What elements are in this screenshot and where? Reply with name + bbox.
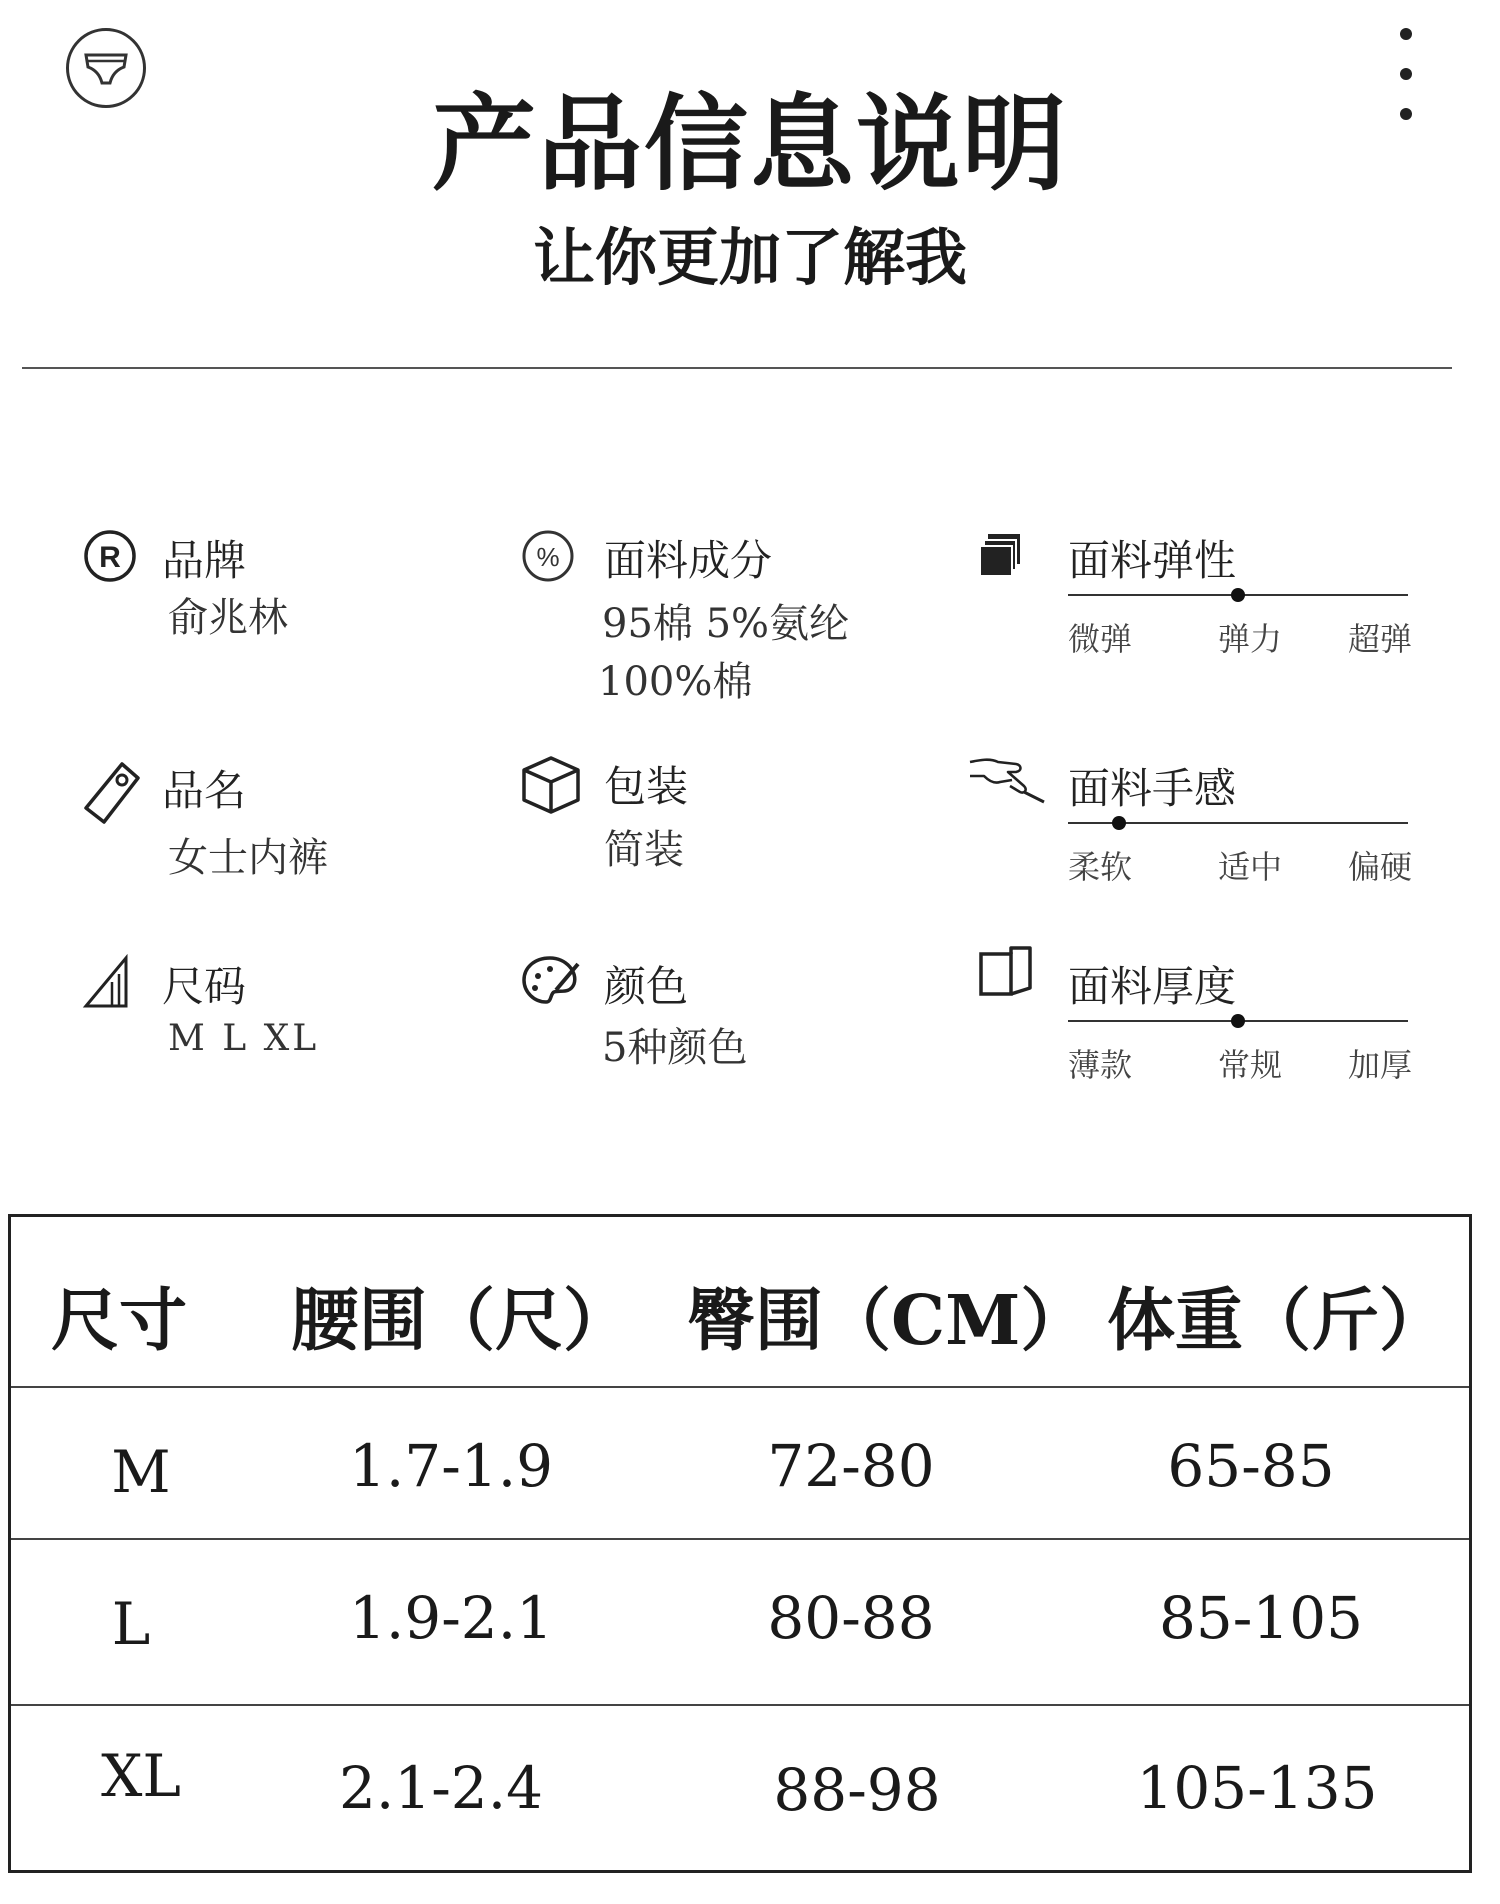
thickness-icon (978, 944, 1038, 1004)
table-row (11, 1704, 1469, 1872)
hand-feel-tick-low: 柔软 (1068, 848, 1133, 886)
cell-hip: 80-88 (767, 1584, 935, 1652)
thickness-tick-low: 薄款 (1068, 1046, 1133, 1084)
fabric-value-1: 95棉 5%氨纶 (602, 601, 850, 647)
brand-label: 品牌 (162, 536, 247, 585)
thickness-marker (1231, 1014, 1245, 1028)
table-row (11, 1386, 1469, 1538)
palette-icon (520, 954, 580, 1014)
price-tag-icon (82, 758, 142, 818)
svg-text:R: R (99, 541, 121, 574)
ruler-icon (82, 954, 142, 1014)
elasticity-tick-high: 超弹 (1348, 620, 1413, 658)
brand-value: 俞兆林 (168, 595, 288, 641)
thickness-label: 面料厚度 (1068, 962, 1237, 1011)
elasticity-label: 面料弹性 (1068, 536, 1237, 585)
header-size: 尺寸 (51, 1281, 188, 1361)
header-hip: 臀围（CM） (687, 1281, 1089, 1361)
color-value: 5种颜色 (602, 1025, 748, 1071)
elasticity-tick-mid: 弹力 (1218, 620, 1283, 658)
color-label: 颜色 (604, 962, 689, 1011)
cell-size: L (111, 1590, 151, 1658)
cell-weight: 65-85 (1167, 1432, 1335, 1500)
package-value: 简装 (604, 827, 684, 873)
size-value: M L XL (168, 1018, 320, 1059)
size-label: 尺码 (162, 962, 247, 1011)
divider (22, 367, 1452, 369)
cell-size: M (111, 1438, 171, 1506)
page-subtitle: 让你更加了解我 (532, 221, 967, 294)
thickness-tick-mid: 常规 (1218, 1046, 1283, 1084)
percent-icon (520, 528, 580, 588)
elasticity-marker (1231, 588, 1245, 602)
cell-waist: 1.9-2.1 (348, 1584, 554, 1652)
elasticity-tick-low: 微弹 (1068, 620, 1133, 658)
header-weight: 体重（斤） (1107, 1281, 1448, 1361)
name-label: 品名 (162, 766, 247, 815)
page-title: 产品信息说明 (431, 82, 1068, 205)
cell-size: XL (101, 1742, 181, 1810)
header-waist: 腰围（尺） (291, 1281, 632, 1361)
table-row (11, 1538, 1469, 1704)
cell-hip: 72-80 (767, 1432, 935, 1500)
cell-weight: 105-135 (1136, 1754, 1378, 1822)
thickness-tick-high: 加厚 (1348, 1046, 1413, 1084)
cell-waist: 1.7-1.9 (348, 1432, 554, 1500)
fabric-layers-icon (978, 532, 1038, 592)
cell-weight: 85-105 (1158, 1584, 1364, 1652)
hand-feel-marker (1112, 816, 1126, 830)
table-header-row (11, 1267, 1469, 1361)
cell-waist: 2.1-2.4 (338, 1754, 544, 1822)
size-table (8, 1214, 1472, 1873)
cell-hip: 88-98 (773, 1756, 941, 1824)
hand-feel-label: 面料手感 (1068, 764, 1237, 813)
svg-text:%: % (536, 542, 560, 572)
fabric-label: 面料成分 (604, 536, 773, 585)
name-value: 女士内裤 (168, 835, 328, 881)
hand-touch-icon (968, 752, 1048, 812)
fabric-value-2: 100%棉 (598, 659, 753, 705)
hand-feel-tick-mid: 适中 (1218, 848, 1283, 886)
package-label: 包装 (604, 762, 689, 811)
box-icon (520, 754, 580, 814)
registered-icon (82, 528, 142, 588)
hand-feel-tick-high: 偏硬 (1348, 848, 1413, 886)
